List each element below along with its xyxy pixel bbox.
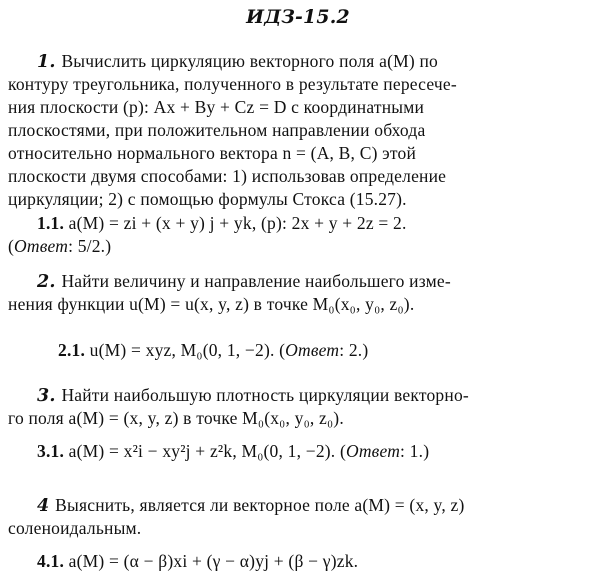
subproblem-4-1-text: a(M) = (α − β)xi + (γ − α)yj + (β − γ)zk. [68, 551, 359, 571]
problem-2-line-2: нения функции u(M) = u(x, y, z) в точке M₀(x₀, y₀, z₀). [8, 294, 415, 314]
problem-1-line-6: плоскости двумя способами: 1) использовав определение [8, 166, 447, 186]
answer-label: Ответ [14, 236, 69, 256]
answer-label: Ответ [285, 340, 340, 360]
subproblem-2-1 [58, 339, 368, 361]
subproblem-4-1 [37, 550, 358, 572]
subproblem-2-1-number: 2.1. [58, 340, 86, 360]
subproblem-1-1-answer [8, 235, 111, 257]
problem-1-line-7: циркуляции; 2) с помощью формулы Стокса (15.27). [8, 189, 407, 209]
problem-3-number: 3. [37, 386, 56, 406]
problem-1-line-4: плоскостями, при положительном направлении обхода [8, 120, 426, 140]
problem-4-line-2: соленоидальным. [8, 518, 142, 538]
answer-value: : 1.) [400, 441, 430, 461]
problem-4-number: 4 [37, 496, 50, 516]
answer-label: Ответ [345, 441, 401, 461]
problem-3-text-1: Найти наибольшую плотность циркуляции векторно- [61, 385, 469, 405]
document-title: ИДЗ-15.2 [246, 6, 350, 28]
subproblem-3-1 [37, 440, 429, 462]
subproblem-1-1 [37, 212, 407, 234]
problem-1-line-2: контуру треугольника, полученного в результате пересече- [8, 74, 457, 94]
problem-1-line-1 [37, 50, 438, 73]
problem-2-line-1 [37, 270, 451, 293]
answer-value: : 2.) [339, 340, 369, 360]
answer-open-paren: ( [8, 236, 15, 256]
answer-value: : 5/2.) [68, 236, 112, 256]
problem-3-line-2: го поля a(M) = (x, y, z) в точке M₀(x₀, y₀, z₀). [8, 408, 344, 428]
subproblem-4-1-number: 4.1. [37, 551, 65, 571]
problem-2-number: 2. [37, 272, 56, 292]
subproblem-1-1-text: a(M) = zi + (x + y) j + yk, (p): 2x + y + 2z = 2. [68, 213, 407, 233]
subproblem-1-1-number: 1.1. [37, 213, 65, 233]
problem-1-text-1: Вычислить циркуляцию векторного поля a(M) по [61, 51, 438, 71]
problem-2-text-1: Найти величину и направление наибольшего изме- [61, 271, 451, 291]
subproblem-3-1-number: 3.1. [37, 441, 65, 461]
problem-3-line-1 [37, 384, 469, 407]
problem-1-line-3: ния плоскости (p): Ax + By + Cz = D с координатными [8, 97, 425, 117]
problem-4-text-1: Выяснить, является ли векторное поле a(M) = (x, y, z) [55, 495, 465, 515]
subproblem-3-1-text: a(M) = x²i − xy²j + z²k, M₀(0, 1, −2). ( [68, 441, 346, 461]
problem-1-number: 1. [37, 52, 56, 72]
problem-4-line-1 [37, 494, 465, 517]
problem-1-line-5: относительно нормального вектора n = (A, B, C) этой [8, 143, 417, 163]
subproblem-2-1-text: u(M) = xyz, M₀(0, 1, −2). ( [89, 340, 286, 360]
